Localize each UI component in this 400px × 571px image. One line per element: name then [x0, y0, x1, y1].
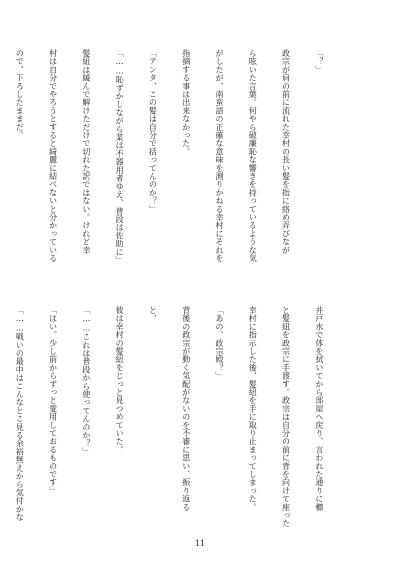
text-line: 「？」 [314, 49, 324, 74]
upper-text-block [15, 49, 347, 274]
text-line: 「……戦いの最中はこんなとこ見る余裕無えから気付かな [15, 306, 25, 522]
text-line: ら呟いた言葉。何やら破廉恥な響きを持っているような気 [248, 49, 258, 263]
text-line: 背後の政宗が動く気配がないのを不審に思い、振り返る [181, 306, 191, 511]
text-line: 「あの、政宗殿？」 [214, 306, 224, 380]
text-line: 幸村に指示した後、髪紐を手に取り止まってしまった。 [248, 306, 258, 511]
lower-text-block [15, 306, 347, 536]
text-line: 村は自分でやろうとすると綺麗に結べないと分かっている [48, 49, 58, 263]
text-line: 髪紐は緩んで解けただけで切れた訳ではない。けれど幸 [81, 49, 91, 254]
text-line: と髪紐を政宗に手渡す。政宗は自分の前に背を向けて座った [281, 306, 291, 528]
text-line: と、 [148, 306, 158, 323]
text-line: 彼は幸村の髪紐をじっと見つめていた。 [115, 306, 125, 454]
text-line: 政宗が肩の前に流れた幸村の長い髪を指に絡め弄びなが [281, 49, 291, 254]
text-line: がしたが、南蛮語の正確な意味を測りかねる幸村にそれを [214, 49, 224, 263]
text-line: 「アンタ、この髪は自分で括ってんのか？」 [148, 49, 158, 213]
text-line: ので、下ろしたままだ。 [15, 49, 25, 140]
text-line: 井戸水で体を拭いてから部屋へ戻り、言われた通りに櫛 [314, 306, 324, 511]
text-line: 「はい。少し前からずっと愛用しておるものです」 [48, 306, 58, 495]
text-line: 「……恥ずかしながら某は不器用者ゆえ、普段は佐助に」 [115, 49, 125, 265]
text-line: 「……これは普段から使ってんのか？」 [81, 306, 91, 456]
page-number: 11 [194, 539, 206, 548]
text-line: 指摘する事は出来なかった。 [181, 49, 191, 156]
